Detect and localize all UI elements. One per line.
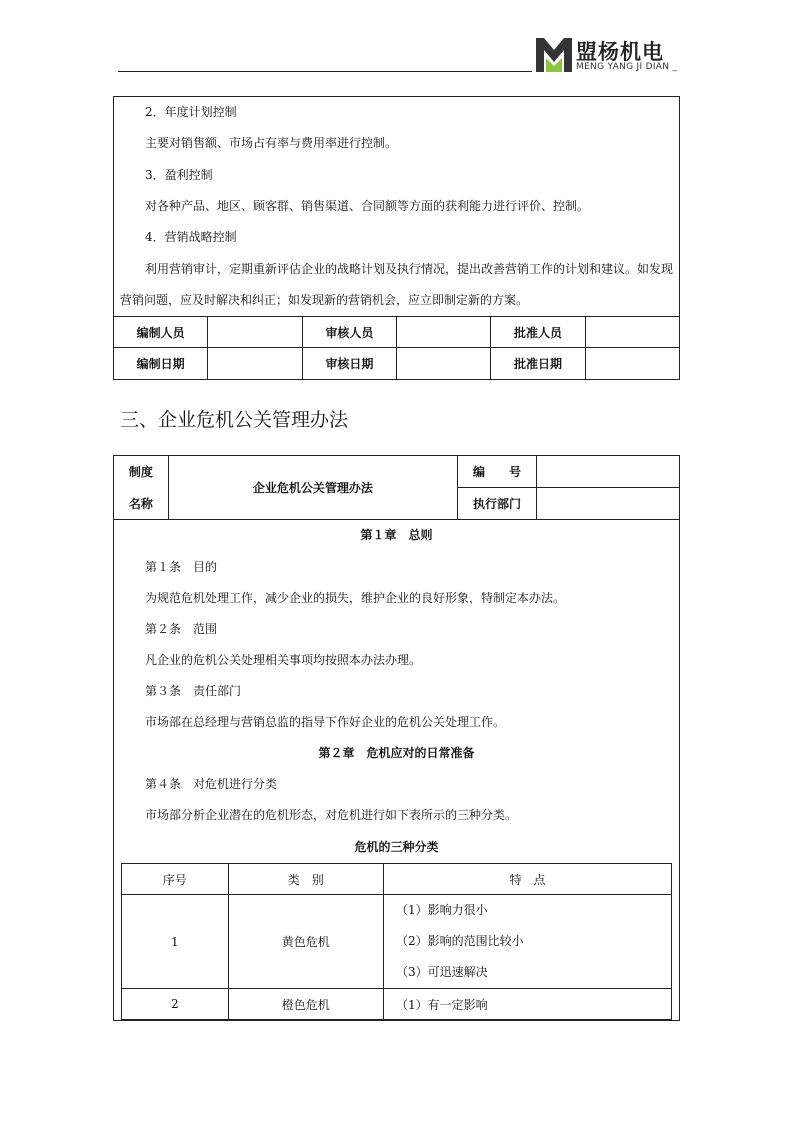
- table-row: [122, 895, 672, 989]
- sign-value: [397, 348, 491, 380]
- col-header: 序号: [122, 864, 229, 895]
- number-label: 编 号: [458, 456, 537, 488]
- article-text: 为规范危机处理工作，减少企业的损失，维护企业的良好形象，特制定本办法。: [145, 591, 566, 605]
- sign-value: [208, 348, 302, 380]
- policy-label: 制度: [114, 456, 169, 488]
- item-text: 营销问题，应及时解决和纠正；如发现新的营销机会，应立即制定新的方案。: [120, 293, 529, 307]
- article-text: 市场部在总经理与营销总监的指导下作好企业的危机公关处理工作。: [145, 715, 506, 729]
- feature-item: （3）可迅速解决: [396, 965, 488, 979]
- sign-value: [208, 317, 302, 348]
- feature-item: （1）影响力很小: [396, 903, 488, 917]
- sign-label: 编制人员: [114, 317, 208, 348]
- sign-value: [585, 317, 679, 348]
- item-heading: 3．盈利控制: [145, 168, 213, 182]
- dept-value: [536, 488, 679, 520]
- sign-value: [397, 317, 491, 348]
- sign-value: [585, 348, 679, 380]
- dept-label: 执行部门: [458, 488, 537, 520]
- number-value: [536, 456, 679, 488]
- row-features: [384, 895, 672, 989]
- chapter-heading: 第１章 总则: [360, 528, 433, 542]
- section-title: 三、企业危机公关管理办法: [120, 409, 349, 431]
- logo-name: 盟杨机电: [576, 40, 664, 64]
- policy-label: 名称: [114, 488, 169, 520]
- logo-subtitle: MENG YANG JI DIAN _: [576, 62, 678, 72]
- article-text: 凡企业的危机公关处理相关事项均按照本办法办理。: [145, 653, 422, 667]
- row-type: 橙色危机: [228, 989, 383, 1020]
- feature-item: （2）影响的范围比较小: [396, 934, 524, 948]
- table-row: [122, 989, 672, 1020]
- sign-label: 审核人员: [302, 317, 396, 348]
- item-heading: 2．年度计划控制: [145, 105, 237, 119]
- policy-name: 企业危机公关管理办法: [168, 456, 457, 520]
- sign-label: 审核日期: [302, 348, 396, 380]
- item-text: 对各种产品、地区、顾客群、销售渠道、合同额等方面的获利能力进行评价、控制。: [145, 199, 590, 213]
- article-heading: 第２条 范围: [145, 622, 218, 636]
- article-heading: 第１条 目的: [145, 560, 218, 574]
- feature-item: （1）有一定影响: [396, 997, 488, 1012]
- row-number: 2: [122, 989, 229, 1020]
- header-rule: [118, 71, 532, 72]
- col-header: 特 点: [384, 864, 672, 895]
- sign-label: 批准日期: [491, 348, 585, 380]
- sign-label: 编制日期: [114, 348, 208, 380]
- article-heading: 第４条 对危机进行分类: [145, 777, 278, 791]
- item-heading: 4．营销战略控制: [145, 230, 237, 244]
- article-heading: 第３条 责任部门: [145, 684, 242, 698]
- row-number: 1: [122, 895, 229, 989]
- chapter-heading: 第２章 危机应对的日常准备: [318, 746, 475, 760]
- sign-label: 批准人员: [491, 317, 585, 348]
- article-text: 市场部分析企业潜在的危机形态，对危机进行如下表所示的三种分类。: [145, 808, 518, 822]
- sign-table: [113, 316, 680, 380]
- crisis-table: [121, 863, 672, 1020]
- company-logo: [536, 36, 686, 76]
- row-type: 黄色危机: [228, 895, 383, 989]
- row-features: [384, 989, 672, 1020]
- item-text: 利用营销审计，定期重新评估企业的战略计划及执行情况，提出改善营销工作的计划和建议。如发现: [145, 262, 674, 276]
- table-title: 危机的三种分类: [354, 840, 439, 854]
- item-text: 主要对销售额、市场占有率与费用率进行控制。: [145, 136, 398, 150]
- logo-mark-icon: [536, 38, 572, 72]
- col-header: 类 别: [228, 864, 383, 895]
- policy-header-table: [113, 455, 680, 520]
